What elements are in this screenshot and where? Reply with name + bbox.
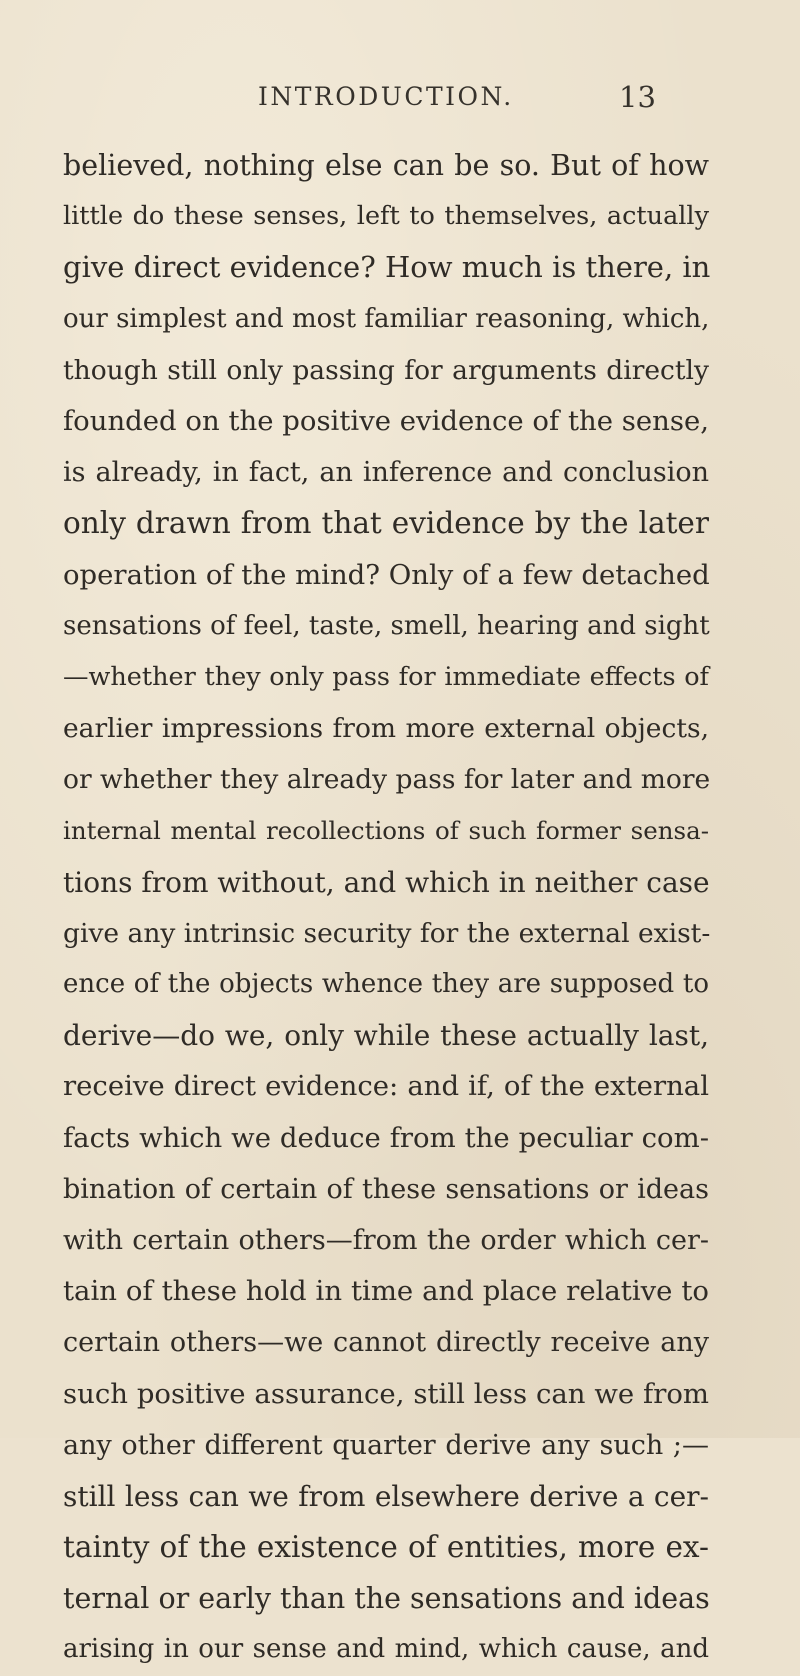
text-line: little do these senses, left to themselves, actually — [63, 201, 709, 232]
text-line: though still only passing for arguments directly — [63, 354, 709, 386]
text-line: certain others—we cannot directly receive any — [63, 1327, 709, 1359]
text-line: such positive assurance, still less can we from — [63, 1377, 709, 1410]
text-line: receive direct evidence: and if, of the external — [63, 1070, 709, 1103]
text-line: earlier impressions from more external objects, — [63, 713, 709, 745]
text-line: internal mental recollections of such former sensa- — [63, 816, 709, 846]
text-line: our simplest and most familiar reasoning, which, — [63, 303, 710, 334]
text-line: tainty of the existence of entities, more ex- — [63, 1530, 709, 1565]
text-line: operation of the mind? Only of a few detached — [63, 558, 710, 591]
text-line: facts which we deduce from the peculiar com- — [63, 1121, 709, 1154]
text-line: tain of these hold in time and place relative to — [63, 1275, 709, 1308]
page-number: 13 — [619, 80, 656, 114]
running-title: INTRODUCTION. — [258, 82, 514, 111]
text-line: still less can we from elsewhere derive a cer- — [63, 1479, 709, 1513]
body-text — [63, 140, 709, 1676]
text-line: ence of the objects whence they are supposed to — [63, 969, 709, 999]
text-line: founded on the positive evidence of the sense, — [63, 404, 709, 437]
text-line: only drawn from that evidence by the later — [63, 506, 709, 541]
text-line: ternal or early than the sensations and ideas — [63, 1582, 710, 1616]
text-line: or whether they already pass for later and more — [63, 764, 711, 796]
text-line: tions from without, and which in neither case — [63, 865, 710, 899]
text-line: believed, nothing else can be so. But of how — [63, 149, 709, 182]
text-line: —whether they only pass for immediate effects of — [63, 661, 709, 692]
text-line: arising in our sense and mind, which cause, and — [63, 1634, 709, 1665]
text-line: give any intrinsic security for the external exist- — [63, 917, 711, 949]
text-line: any other different quarter derive any such ;— — [63, 1429, 709, 1461]
text-line: derive—do we, only while these actually last, — [63, 1019, 709, 1053]
text-line: is already, in fact, an inference and conclusion — [63, 457, 709, 489]
text-line: sensations of feel, taste, smell, hearing and sight — [63, 610, 710, 641]
text-line: with certain others—from the order which cer- — [63, 1224, 709, 1256]
text-line: bination of certain of these sensations or ideas — [63, 1173, 709, 1205]
text-line: give direct evidence? How much is there, in — [63, 250, 711, 285]
running-head — [0, 82, 800, 122]
